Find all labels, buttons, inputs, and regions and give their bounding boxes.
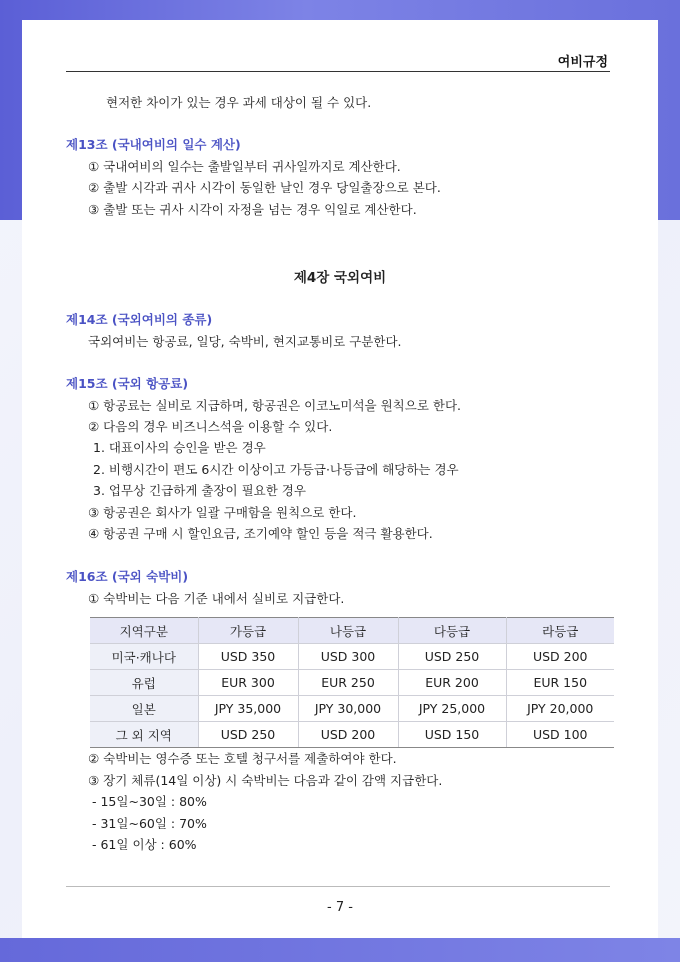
footer-divider <box>66 886 610 887</box>
table-cell: JPY 20,000 <box>506 696 614 722</box>
table-row-header: 그 외 지역 <box>90 722 198 748</box>
header-title: 여비규정 <box>557 55 608 70</box>
bottom-color-band <box>0 938 680 962</box>
article-13-item: ① 국내여비의 일수는 출발일부터 귀사일까지로 계산한다. <box>88 159 401 174</box>
table-cell: USD 300 <box>298 644 398 670</box>
article-15-line: ③ 항공권은 회사가 일괄 구매함을 원칙으로 한다. <box>88 505 357 520</box>
table-row <box>90 722 614 748</box>
article-13-item: ③ 출발 또는 귀사 시각이 자정을 넘는 경우 익일로 계산한다. <box>88 202 417 217</box>
article-15-line: ② 다음의 경우 비즈니스석을 이용할 수 있다. <box>88 419 333 434</box>
table-cell: JPY 30,000 <box>298 696 398 722</box>
table-header-cell: 지역구분 <box>90 618 198 644</box>
article-14-body: 국외여비는 항공료, 일당, 숙박비, 현지교통비로 구분한다. <box>88 334 402 349</box>
article-15-subitem: 1. 대표이사의 승인을 받은 경우 <box>93 440 266 455</box>
table-cell: USD 100 <box>506 722 614 748</box>
reduction-rate-item: - 61일 이상 : 60% <box>92 837 197 852</box>
table-cell: USD 200 <box>506 644 614 670</box>
table-row <box>90 644 614 670</box>
table-row <box>90 670 614 696</box>
table-cell: JPY 25,000 <box>398 696 506 722</box>
document-page <box>22 20 658 938</box>
reduction-rate-item: - 15일~30일 : 80% <box>92 794 207 809</box>
table-header-cell: 나등급 <box>298 618 398 644</box>
table-cell: JPY 35,000 <box>198 696 298 722</box>
table-cell: USD 350 <box>198 644 298 670</box>
article-15-subitem: 2. 비행시간이 편도 6시간 이상이고 가등급·나등급에 해당하는 경우 <box>93 462 459 477</box>
article-15-line: ④ 항공권 구매 시 할인요금, 조기예약 할인 등을 적극 활용한다. <box>88 526 433 541</box>
table-cell: USD 250 <box>198 722 298 748</box>
table-cell: EUR 200 <box>398 670 506 696</box>
table-cell: EUR 300 <box>198 670 298 696</box>
table-header-cell: 가등급 <box>198 618 298 644</box>
table-row-header: 일본 <box>90 696 198 722</box>
article-15-title: 제15조 (국외 항공료) <box>66 376 189 391</box>
intro-line: 현저한 차이가 있는 경우 과세 대상이 될 수 있다. <box>106 95 372 110</box>
article-16-item: ③ 장기 체류(14일 이상) 시 숙박비는 다음과 같이 감액 지급한다. <box>88 773 443 788</box>
article-15-line: ① 항공료는 실비로 지급하며, 항공권은 이코노미석을 원칙으로 한다. <box>88 398 461 413</box>
table-header-cell: 라등급 <box>506 618 614 644</box>
table-cell: EUR 150 <box>506 670 614 696</box>
chapter-title: 제4장 국외여비 <box>293 270 387 286</box>
article-15-subitem: 3. 업무상 긴급하게 출장이 필요한 경우 <box>93 483 306 498</box>
table-row-header: 미국·캐나다 <box>90 644 198 670</box>
table-cell: USD 200 <box>298 722 398 748</box>
article-14-title: 제14조 (국외여비의 종류) <box>66 312 213 327</box>
header-divider <box>66 71 610 72</box>
reduction-rate-item: - 31일~60일 : 70% <box>92 816 207 831</box>
table-header-cell: 다등급 <box>398 618 506 644</box>
table-row-header: 유럽 <box>90 670 198 696</box>
table-cell: USD 150 <box>398 722 506 748</box>
lodging-rate-table <box>90 617 614 748</box>
table-row <box>90 696 614 722</box>
article-13-title: 제13조 (국내여비의 일수 계산) <box>66 137 241 152</box>
table-header-row <box>90 618 614 644</box>
article-13-item: ② 출발 시각과 귀사 시각이 동일한 날인 경우 당일출장으로 본다. <box>88 180 441 195</box>
table-cell: USD 250 <box>398 644 506 670</box>
article-16-item: ② 숙박비는 영수증 또는 호텔 청구서를 제출하여야 한다. <box>88 751 397 766</box>
article-16-item: ① 숙박비는 다음 기준 내에서 실비로 지급한다. <box>88 591 345 606</box>
article-16-title: 제16조 (국외 숙박비) <box>66 569 189 584</box>
table-cell: EUR 250 <box>298 670 398 696</box>
page-number: - 7 - <box>327 900 353 915</box>
